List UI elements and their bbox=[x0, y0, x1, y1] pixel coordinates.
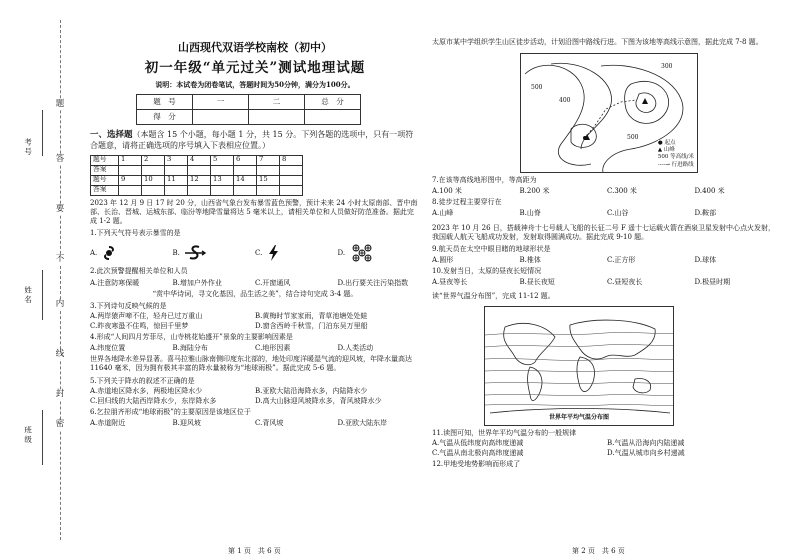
option-d[interactable]: D.极昼时期 bbox=[694, 278, 731, 287]
question-3: 3.下列诗句反映气候的是 bbox=[90, 301, 167, 310]
option-b[interactable]: B.昼长夜短 bbox=[519, 278, 555, 287]
passage-6: 读“世界气温分布图”，完成 11-12 题。 bbox=[432, 292, 555, 301]
seal-char: 不 bbox=[55, 254, 65, 264]
option-c[interactable]: C.山谷 bbox=[607, 209, 629, 218]
exam-title: 初一年级“单元过关”测试地理试题 bbox=[144, 59, 366, 76]
answer-input-cell[interactable] bbox=[280, 185, 303, 195]
option-b[interactable]: B.山脊 bbox=[519, 209, 541, 218]
option-a[interactable]: A.注意防寒保暖 bbox=[90, 278, 140, 287]
option-d[interactable]: D.出行要关注污染指数 bbox=[337, 278, 409, 287]
question-3-options bbox=[90, 312, 420, 330]
class-label: 班级 bbox=[23, 426, 33, 445]
option-c[interactable]: C.300 米 bbox=[607, 187, 637, 196]
option-c[interactable]: C.背风坡 bbox=[255, 418, 284, 427]
answer-header-cell: 2 bbox=[142, 155, 165, 165]
answer-header-cell: 3 bbox=[165, 155, 188, 165]
question-6: 6.乞拉朋齐形成“地球雨极”的主要原因是该地区位于 bbox=[90, 407, 251, 416]
option-b[interactable] bbox=[173, 244, 256, 262]
answer-header-cell bbox=[280, 175, 303, 185]
answer-header-cell: 题号 bbox=[91, 175, 119, 185]
lightning-icon bbox=[266, 244, 280, 262]
answer-header-cell: 12 bbox=[188, 175, 211, 185]
option-d[interactable]: D.气温从城市向乡村递减 bbox=[607, 448, 685, 457]
option-b[interactable]: B.海陆分布 bbox=[172, 344, 208, 353]
question-5: 5.下列关于降水的叙述不正确的是 bbox=[90, 376, 195, 385]
answer-input-cell[interactable] bbox=[280, 165, 303, 175]
seal-char: 内 bbox=[55, 299, 65, 309]
score-cell: 一 bbox=[193, 95, 249, 110]
map-legend bbox=[658, 140, 694, 170]
page-2 bbox=[432, 38, 782, 469]
answer-input-cell[interactable] bbox=[211, 185, 234, 195]
question-2: 2.此次预警提醒相关单位和人员 bbox=[90, 267, 188, 276]
option-d[interactable]: D.人类活动 bbox=[337, 344, 374, 353]
score-input-cell[interactable] bbox=[305, 110, 361, 125]
answer-input-cell[interactable] bbox=[119, 165, 142, 175]
answer-header-cell: 题号 bbox=[91, 155, 119, 165]
score-input-cell[interactable] bbox=[249, 110, 305, 125]
answer-table bbox=[90, 155, 303, 196]
option-c[interactable]: C.昨夜寒蛩不住鸣，惊回千里梦 bbox=[90, 321, 189, 330]
question-8: 8.徒步过程主要穿行在 bbox=[432, 198, 502, 207]
option-letter: A. bbox=[90, 249, 98, 258]
answer-label-cell: 答案 bbox=[91, 165, 119, 175]
page-2-footer: 第 2 页 共 6 页 bbox=[572, 547, 625, 555]
exam-note: 说明：本试卷为闭卷笔试，答题时间为50分钟，满分为100分。 bbox=[155, 80, 355, 90]
school-name: 山西现代双语学校南校（初中） bbox=[178, 41, 332, 54]
answer-input-cell[interactable] bbox=[234, 185, 257, 195]
passage-2: “赏中华诗词，寻文化基因，品生活之美”，结合诗句完成 3-4 题。 bbox=[152, 289, 358, 298]
passage-5: 2023 年 10 月 26 日，搭载神舟十七号载人飞船的长征二号 F 遥十七运载火箭在酒泉卫星发射中心点火发射，我国载人航天飞船成功发射，发射取得圆满成功。据此完成 9-10 题。 bbox=[432, 223, 776, 241]
option-d[interactable]: D.高大山脉迎风坡降水多，背风坡降水少 bbox=[255, 396, 382, 405]
answer-header-cell: 7 bbox=[257, 155, 280, 165]
contour-label: 300 bbox=[661, 63, 673, 71]
option-letter: C. bbox=[255, 249, 263, 258]
seal-dashed-line bbox=[60, 20, 61, 540]
option-b[interactable]: B.气温从沿海向内陆递减 bbox=[607, 438, 685, 447]
page-1-footer: 第 1 页 共 6 页 bbox=[228, 547, 281, 555]
answer-header-cell: 9 bbox=[119, 175, 142, 185]
section-1-title: 一、选择题 bbox=[90, 130, 133, 141]
question-12: 12.甲地受地势影响而形成了 bbox=[432, 459, 521, 468]
exam-no-label: 考号 bbox=[23, 138, 33, 157]
answer-header-cell: 5 bbox=[211, 155, 234, 165]
option-letter: D. bbox=[337, 249, 346, 258]
score-table bbox=[136, 94, 361, 125]
option-d[interactable] bbox=[338, 243, 421, 263]
seal-char: 要 bbox=[55, 204, 65, 214]
question-8-options bbox=[432, 209, 782, 217]
option-b[interactable]: B.增加户外作业 bbox=[172, 278, 222, 287]
option-a[interactable] bbox=[90, 245, 173, 261]
question-10: 10.发射当日，太原的昼夜长短情况 bbox=[432, 267, 542, 276]
legend-start: ● 起点 bbox=[657, 139, 676, 146]
answer-input-cell[interactable] bbox=[188, 165, 211, 175]
score-input-cell[interactable] bbox=[193, 110, 249, 125]
answer-input-cell[interactable] bbox=[234, 165, 257, 175]
answer-input-cell[interactable] bbox=[119, 185, 142, 195]
option-b[interactable]: B.迎风坡 bbox=[172, 418, 201, 427]
name-label: 姓名 bbox=[23, 286, 33, 305]
option-d[interactable]: D.亚欧大陆东岸 bbox=[337, 418, 388, 427]
question-11-options bbox=[432, 439, 782, 457]
question-7: 7.在该等高线地形图中，等高距为 bbox=[432, 176, 537, 185]
answer-input-cell[interactable] bbox=[142, 185, 165, 195]
answer-header-cell: 4 bbox=[188, 155, 211, 165]
question-6-options bbox=[90, 419, 420, 427]
option-c[interactable]: C.开窗通风 bbox=[255, 278, 291, 287]
answer-input-cell[interactable] bbox=[165, 165, 188, 175]
option-c[interactable] bbox=[255, 244, 338, 262]
option-d[interactable]: D.400 米 bbox=[694, 187, 725, 196]
option-d[interactable]: D.窗含西岭千秋雪，门泊东吴万里船 bbox=[255, 321, 368, 330]
contour-map bbox=[520, 53, 698, 173]
answer-input-cell[interactable] bbox=[142, 165, 165, 175]
legend-contour: 500 等高线/米 bbox=[657, 154, 694, 161]
answer-input-cell[interactable] bbox=[211, 165, 234, 175]
typhoon-icon bbox=[101, 245, 117, 261]
option-d[interactable]: D.鞍部 bbox=[694, 209, 717, 218]
option-c[interactable]: C.昼短夜长 bbox=[607, 278, 643, 287]
passage-3: 世界各地降水差异显著。喜马拉雅山脉南侧印度东北部的，地处印度洋暖湿气流的迎风坡，年降水量高达 11640 毫米，因为拥有极其丰富的降水量被称为“地球雨极”。据此完成 5-6 题。 bbox=[90, 355, 412, 373]
score-cell: 得 分 bbox=[137, 110, 193, 125]
question-9: 9.航天员在太空中眼目睹的地球形状是 bbox=[432, 244, 551, 253]
question-5-options bbox=[90, 387, 420, 405]
section-1-heading bbox=[90, 130, 420, 151]
question-4: 4.形成“人间四月芳菲尽，山寺桃花始盛开”景象的主要影响因素是 bbox=[90, 333, 293, 341]
question-1: 1.下列天气符号表示暴雪的是 bbox=[90, 229, 181, 238]
question-7-options bbox=[432, 187, 782, 195]
answer-header-cell: 6 bbox=[234, 155, 257, 165]
seal-char: 线 bbox=[55, 349, 65, 359]
answer-header-cell: 1 bbox=[119, 155, 142, 165]
option-c[interactable]: C.正方形 bbox=[607, 256, 636, 265]
class-line bbox=[42, 410, 43, 465]
contour-label: 500 bbox=[627, 134, 639, 142]
question-10-options bbox=[432, 278, 782, 286]
blizzard-icon bbox=[349, 243, 375, 263]
seal-char: 答 bbox=[55, 154, 65, 164]
option-a[interactable]: A.山峰 bbox=[432, 209, 454, 218]
question-9-options bbox=[432, 256, 782, 264]
answer-header-cell: 8 bbox=[280, 155, 303, 165]
passage-4: 太原市某中学组织学生山区徒步活动，计划沿图中路线行进。下图为该地等高线示意图，据此完成 7-8 题。 bbox=[432, 38, 763, 46]
option-letter: B. bbox=[172, 249, 180, 258]
answer-header-cell: 10 bbox=[142, 175, 165, 185]
option-d[interactable]: D.球体 bbox=[694, 256, 717, 265]
answer-header-cell: 11 bbox=[165, 175, 188, 185]
world-temperature-map bbox=[484, 306, 674, 426]
question-4-options bbox=[90, 344, 420, 352]
option-b[interactable]: B.椎体 bbox=[519, 256, 541, 265]
answer-input-cell[interactable] bbox=[257, 165, 280, 175]
option-a[interactable]: A.圆形 bbox=[432, 256, 454, 265]
legend-route: ----→ 行进路线 bbox=[657, 161, 694, 168]
answer-input-cell[interactable] bbox=[188, 185, 211, 195]
option-c[interactable]: C.气温从南北极向高纬度递减 bbox=[432, 448, 524, 457]
page-1 bbox=[90, 38, 420, 427]
world-map bbox=[485, 307, 674, 426]
option-a[interactable]: A.两岸猿声啼不住，轻舟已过万重山 bbox=[90, 311, 203, 320]
answer-label-cell: 答案 bbox=[91, 185, 119, 195]
question-11: 11.读图可知，世界年平均气温分布的一般规律 bbox=[432, 428, 577, 437]
section-1-instruction: （本题含 15 个小题，每小题 1 分，共 15 分。下列各题的选项中，只有一项符合题意，请将正确选项的序号填入下表相应位置。） bbox=[90, 130, 414, 151]
answer-input-cell[interactable] bbox=[257, 185, 280, 195]
answer-header-cell: 15 bbox=[257, 175, 280, 185]
option-a[interactable]: A.纬度位置 bbox=[90, 344, 126, 353]
legend-peak: ▲ 山峰 bbox=[657, 146, 675, 153]
seal-char: 密 bbox=[55, 419, 65, 429]
contour-label: 500 bbox=[531, 84, 543, 92]
contour-label: 400 bbox=[559, 97, 571, 105]
option-a[interactable]: A.100 米 bbox=[432, 187, 462, 196]
exam-no-line bbox=[42, 110, 43, 156]
sandstorm-icon bbox=[184, 244, 206, 262]
option-a[interactable]: A.赤道地区降水多，两极地区降水少 bbox=[90, 386, 203, 395]
option-a[interactable]: A.昼夜等长 bbox=[432, 278, 468, 287]
answer-header-cell: 14 bbox=[234, 175, 257, 185]
option-b[interactable]: B.亚欧大陆沿海降水多，内陆降水少 bbox=[255, 386, 368, 395]
answer-input-cell[interactable] bbox=[165, 185, 188, 195]
weather-symbols bbox=[90, 242, 420, 264]
score-cell: 二 bbox=[249, 95, 305, 110]
passage-1: 2023 年 12 月 9 日 17 时 20 分，山西省气象台发布暴雪蓝色预警，预计未来 24 小时太原南部、晋中南部、长治、晋城、运城东部、临汾等地降雪量将达 5 毫米以上，请相关单位和人员做好防范准备。据此完成 1-2 题。 bbox=[90, 198, 418, 226]
question-2-options bbox=[90, 279, 420, 287]
binding-strip bbox=[0, 0, 80, 560]
seal-char: 封 bbox=[55, 389, 65, 399]
option-c[interactable]: C.回归线的大陆西岸降水少，东岸降水多 bbox=[90, 396, 217, 405]
option-a[interactable]: A.赤道附近 bbox=[90, 418, 126, 427]
name-line bbox=[42, 270, 43, 320]
option-a[interactable]: A.气温从低纬度向高纬度递减 bbox=[432, 438, 524, 447]
option-b[interactable]: B.黄梅时节家家雨，青草池塘处处蛙 bbox=[255, 311, 368, 320]
score-cell: 题 号 bbox=[137, 95, 193, 110]
answer-header-cell: 13 bbox=[211, 175, 234, 185]
seal-char: 题 bbox=[55, 99, 65, 109]
score-cell: 总 分 bbox=[305, 95, 361, 110]
map-caption: 世界年平均气温分布图 bbox=[548, 413, 609, 421]
option-b[interactable]: B.200 米 bbox=[519, 187, 550, 196]
option-c[interactable]: C.地形因素 bbox=[255, 344, 291, 353]
